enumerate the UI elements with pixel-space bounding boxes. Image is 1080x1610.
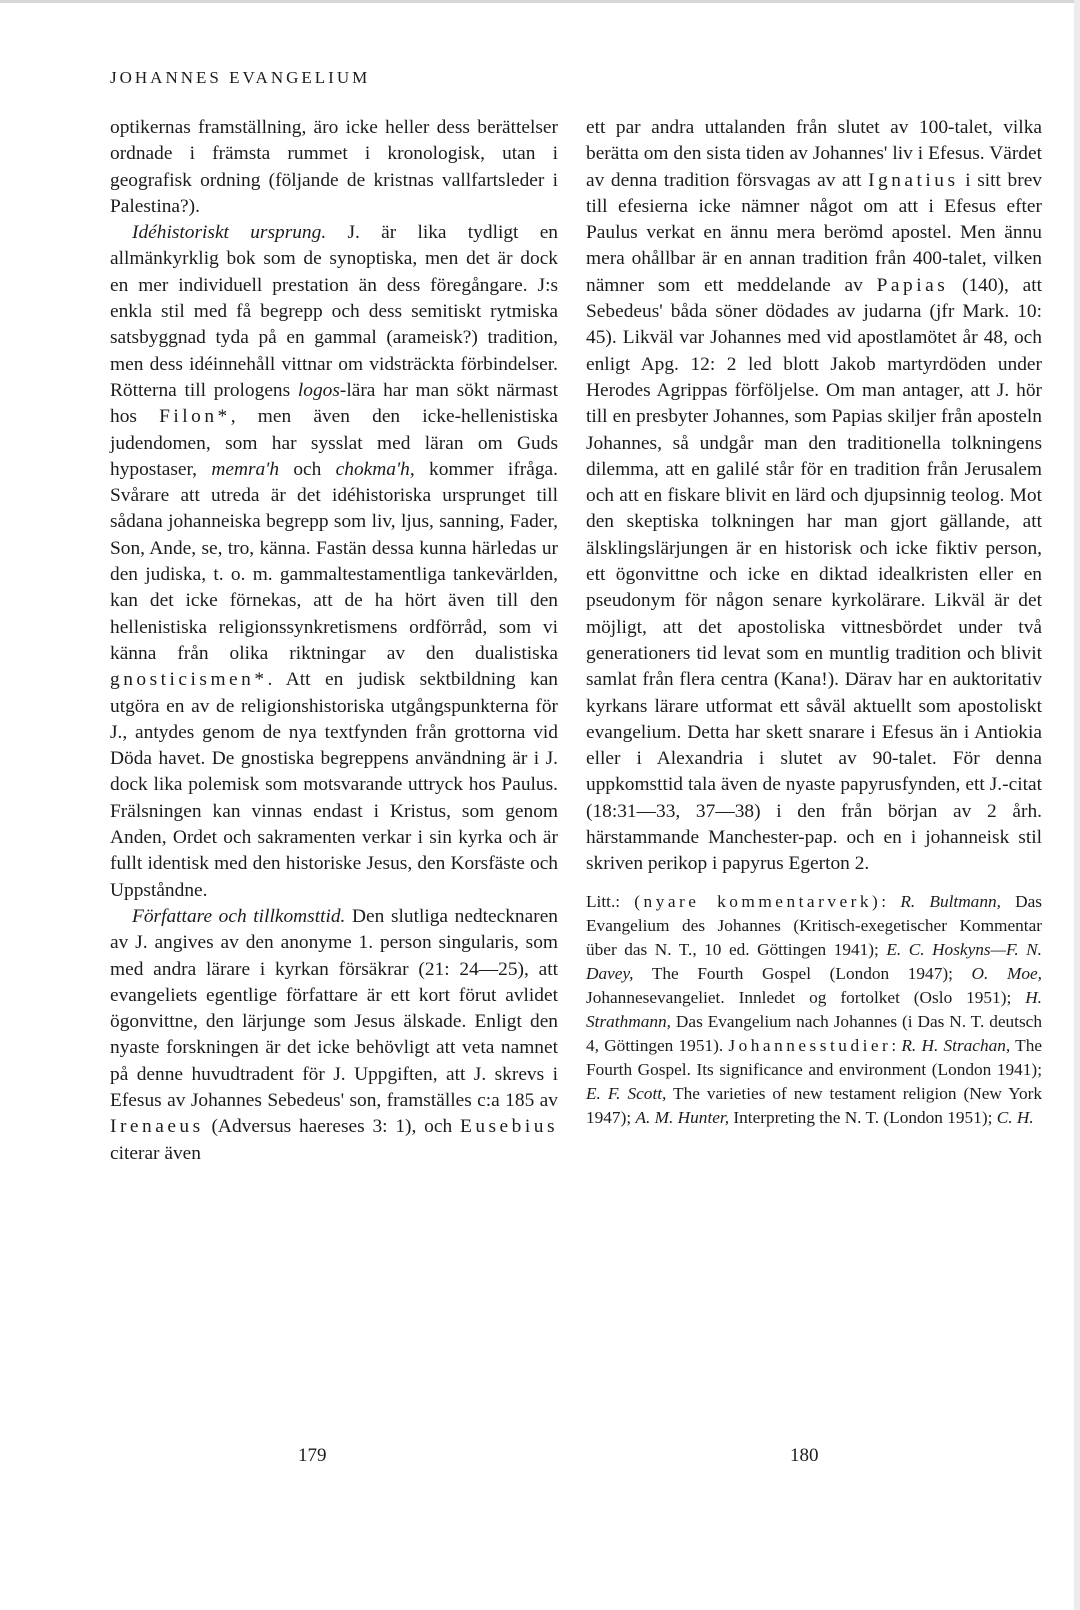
author: A. M. Hunter, (635, 1107, 730, 1127)
section-heading: Idéhistoriskt ursprung. (132, 222, 327, 244)
text-run: citerar även (110, 1142, 201, 1164)
author: E. C. Hoskyns—F. N. Davey, (586, 939, 1042, 983)
text-run: Das Evangelium nach Johannes (i Das N. T. deutsch 4, Göttingen 1951). (586, 1011, 1042, 1055)
spaced-term: gnosticismen* (110, 669, 268, 691)
text-run: The varieties of new testament religion (New York 1947); (586, 1083, 1043, 1127)
term: memra'h (211, 458, 280, 480)
text-run: Das Evangelium des Johannes (Kritisch-exegetischer Kommentar über das N. T., 10 ed. Göttingen 1941); (586, 891, 1043, 959)
term: chokma'h (335, 458, 410, 480)
section-heading: Författare och tillkomsttid. (132, 905, 346, 927)
paragraph (110, 904, 558, 1167)
text-run: (Adversus haereses 3: 1), och (203, 1116, 460, 1138)
spaced-name: Irenaeus (110, 1116, 204, 1138)
text-run: (140), att Sebedeus' båda söner dödades av judarna (jfr Mark. 10: 45). Likväl var Johannes med vid apostlamötet år 48, och enligt Apg. 12: 2 led blott Jakob martyrdöden under Herodes Agrippas förföljelse. Om man antager, att J. hör till en presbyter Johannes, som Papias skiljer från aposteln Johannes, så undgår man den traditionella tolkningens dilemma, att en galilé står för en tradition från Jerusalem och att en fiskare blivit en lärd och djupsinnig teolog. Mot den skeptiska tolkningen har man gjort gällande, att älsklingslärjungen är en historisk och icke fiktiv person, ett ögonvittne och icke en diktad idealkristen eller en pseudonym för någon senare kyrkolärare. Likväl är det möjligt, att det apostoliska vittnesbördet under två generationers tid levat som en muntlig tradition och blivit samlat från flera centra (Kana!). Därav har en auktoritativ kyrkans lärare utformat ett såväl aktuellt som apostoliskt evangelium. Detta har skett snarare i Efesus än i Antiokia eller i Alexandria i slutet av 90-talet. För denna uppkomsttid tala även de nyaste papyrusfynden, ett J.-citat (18:31—33, 37—38) i den från början av 2 årh. härstammande Manchester-pap. och en i johanneisk stil skriven perikop i papyrus Egerton 2. (586, 274, 1042, 875)
author: C. H. (996, 1107, 1034, 1127)
paragraph (110, 115, 558, 220)
spaced-name: Filon* (159, 406, 231, 428)
author: O. Moe, (971, 963, 1042, 983)
text-run: Interpreting the N. T. (London 1951); (729, 1107, 997, 1127)
author: E. F. Scott, (586, 1083, 667, 1103)
term: logos (297, 379, 340, 401)
spaced-name: Ignatius (868, 169, 959, 191)
page-number-left: 179 (298, 1445, 327, 1466)
text-run: ett par andra uttalanden från slutet av 100-talet, vilka berätta om den sista tiden av Johannes' liv i Efesus. Värdet av denna tradition försvagas av att (586, 117, 1042, 191)
text-run: Johannesevangeliet. Innledet og fortolket (Oslo 1951); (586, 987, 1026, 1007)
left-column (110, 115, 558, 1167)
text-run: . Att en judisk sektbildning kan utgöra en av de religionshistoriska utgångspunkterna för J., antydes genom de nya textfynden från grottorna vid Döda havet. De gnostiska begreppens användning är i J. dock lika polemisk som motsvarande uttryck hos Paulus. Frälsningen kan vinnas endast i Kristus, som genom Anden, Ordet och sakramenten verkar i sin kyrka och är fullt identisk med den historiske Jesus, den Korsfäste och Uppståndne. (110, 669, 558, 901)
author: R. H. Strachan, (901, 1035, 1011, 1055)
text-run: och (279, 458, 336, 480)
text-run: J. är lika tydligt en allmänkyrklig bok som de synoptiska, men det är dock en mer individuell prestation än dess föregångare. J:s enkla stil med få begrepp och dess semitiskt rytmiska satsbyggnad tyda på en gammal (arameisk?) tradition, men dess idéinnehåll vittnar om vidsträckta förbindelser. Rötterna till prologens (110, 222, 558, 401)
paragraph (110, 220, 558, 904)
author: R. Bultmann, (900, 891, 1001, 911)
text-run: Litt.: (586, 891, 635, 911)
text-run: Den slutliga nedtecknaren av J. angives av den anonyme 1. person singularis, som med andra lärare i kyrkan försäkrar (21: 24—25), att evangeliets egentlige författare är ett kort förut avlidet ögonvittne, den lärjunge som Jesus älskade. Enligt den nyaste forskningen är det icke behövligt att veta namnet på denne huvudtradent för J. Uppgiften, att J. skrevs i Efesus av Johannes Sebedeus' son, framställes c:a 185 av (110, 905, 558, 1111)
spaced-term: (nyare kommentarverk) (634, 891, 882, 911)
text-run: -lära har man sökt närmast hos (110, 379, 558, 428)
page-number-right: 180 (790, 1445, 819, 1466)
scan-right-edge (1074, 0, 1080, 1610)
text-run: , men även den icke-hellenistiska judendomen, som har sysslat med läran om Guds hypostaser, (110, 406, 558, 480)
text-run: , kommer ifråga. Svårare att utreda är det idéhistoriska ursprunget till sådana johanneiska begrepp som liv, ljus, sanning, Fader, Son, Ande, se, tro, känna. Fastän dessa kunna härledas ur den judiska, t. o. m. gammaltestamentliga tankevärlden, kan det icke förnekas, att de ha hört även till den hellenistiska religionssynkretismens ordförråd, som vi känna från olika riktningar av den dualistiska (110, 458, 558, 664)
text-run: : (891, 1035, 902, 1055)
author: H. Strathmann, (586, 987, 1042, 1031)
literature-list (586, 890, 1042, 1130)
text-run: optikernas framställning, äro icke heller dess berättelser ordnade i främsta rummet i kronologisk, utan i geografisk ordning (följande de kristnas vallfartsleder i Palestina?). (110, 117, 558, 217)
scan-top-edge (0, 0, 1080, 3)
text-run: : (881, 891, 901, 911)
running-title: JOHANNES EVANGELIUM (110, 68, 371, 87)
paragraph (586, 115, 1042, 878)
text-run: The Fourth Gospel. Its significance and environment (London 1941); (586, 1035, 1043, 1079)
spaced-name: Papias (876, 274, 949, 296)
spaced-term: Johannesstudier (728, 1035, 892, 1055)
text-run: The Fourth Gospel (London 1947); (633, 963, 972, 983)
text-run: i sitt brev till efesierna icke nämner något om att i Efesus efter Paulus verkat en ännu mera berömd apostel. Men ännu mera ohållbar är en annan tradition från 400-talet, vilken nämner som ett meddelande av (586, 169, 1043, 296)
right-column (586, 115, 1042, 1130)
spaced-name: Eusebius (459, 1116, 558, 1138)
